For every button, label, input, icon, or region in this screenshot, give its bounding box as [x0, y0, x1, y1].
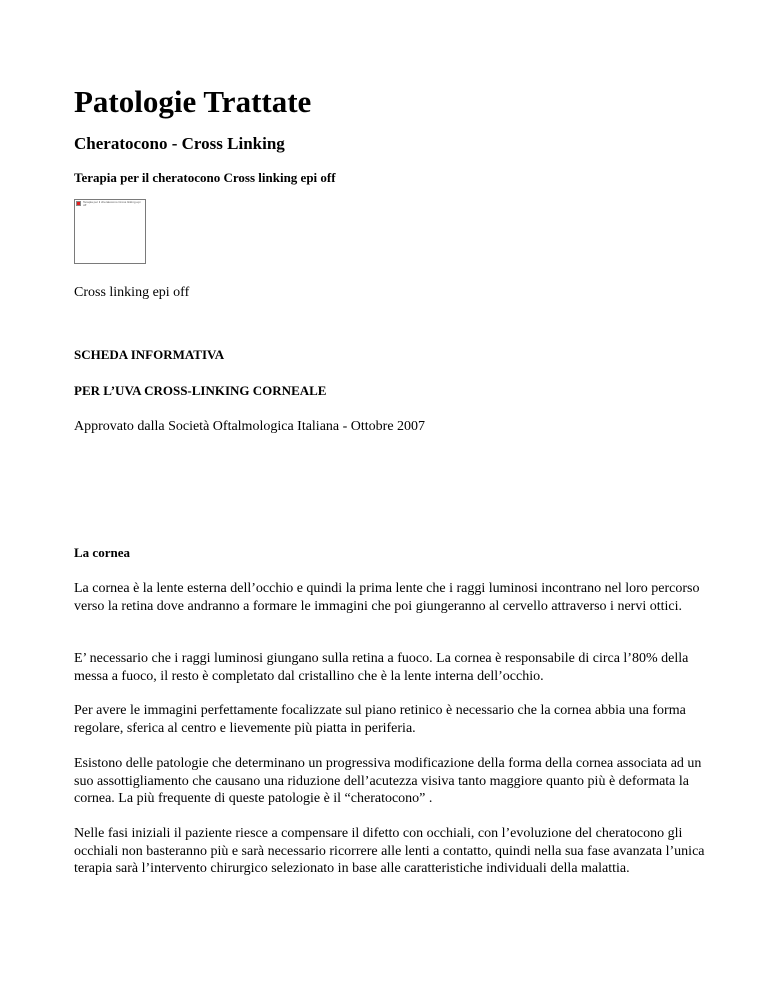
subsection-title: Terapia per il cheratocono Cross linking epi off [74, 170, 336, 185]
cornea-paragraph-4: Esistono delle patologie che determinano un progressiva modificazione della forma della cornea associata ad un suo assottigliamento che causano una riduzione dell’acutezza visiva tanto maggiore quanto più è deformata la cornea. La più frequente di queste patologie è il “cheratocono” . [74, 756, 702, 806]
image-caption: Cross linking epi off [74, 285, 190, 300]
broken-image-icon [76, 201, 81, 206]
cornea-heading: La cornea [74, 545, 130, 560]
cornea-paragraph-5: Nelle fasi iniziali il paziente riesce a compensare il difetto con occhiali, con l’evoluzione del cheratocono gli occhiali non basteranno più e sarà necessario ricorrere alle lenti a contatto, quindi nella sua fase avanzata l’unica terapia sarà l’intervento chirurgico selezionato in base alle caratteristiche individuali della malattia. [74, 826, 705, 876]
cornea-paragraph-3: Per avere le immagini perfettamente focalizzate sul piano retinico è necessario che la cornea abbia una forma regolare, sferica al centro e lievemente più piatta in periferia. [74, 703, 686, 736]
image-alt-text: Terapia per il cheratocono Cross linking epi off [83, 201, 141, 207]
approval-text: Approvato dalla Società Oftalmologica Italiana - Ottobre 2007 [74, 419, 426, 434]
section-title: Cheratocono - Cross Linking [74, 134, 285, 153]
page-title: Patologie Trattate [74, 84, 312, 119]
cornea-paragraph-2: E’ necessario che i raggi luminosi giungano sulla retina a fuoco. La cornea è responsabile di circa l’80% della messa a fuoco, il resto è completato dal cristallino che è la lente interna dell’occhio. [74, 651, 689, 684]
cornea-paragraph-1: La cornea è la lente esterna dell’occhio e quindi la prima lente che i raggi luminosi incontrano nel loro percorso verso la retina dove andranno a formare le immagini che poi giungeranno al cervello attraverso i nervi ottici. [74, 581, 700, 614]
scheda-heading: SCHEDA INFORMATIVA [74, 347, 225, 362]
image-placeholder[interactable] [74, 199, 146, 264]
scheda-subheading: PER L’UVA CROSS-LINKING CORNEALE [74, 383, 327, 398]
